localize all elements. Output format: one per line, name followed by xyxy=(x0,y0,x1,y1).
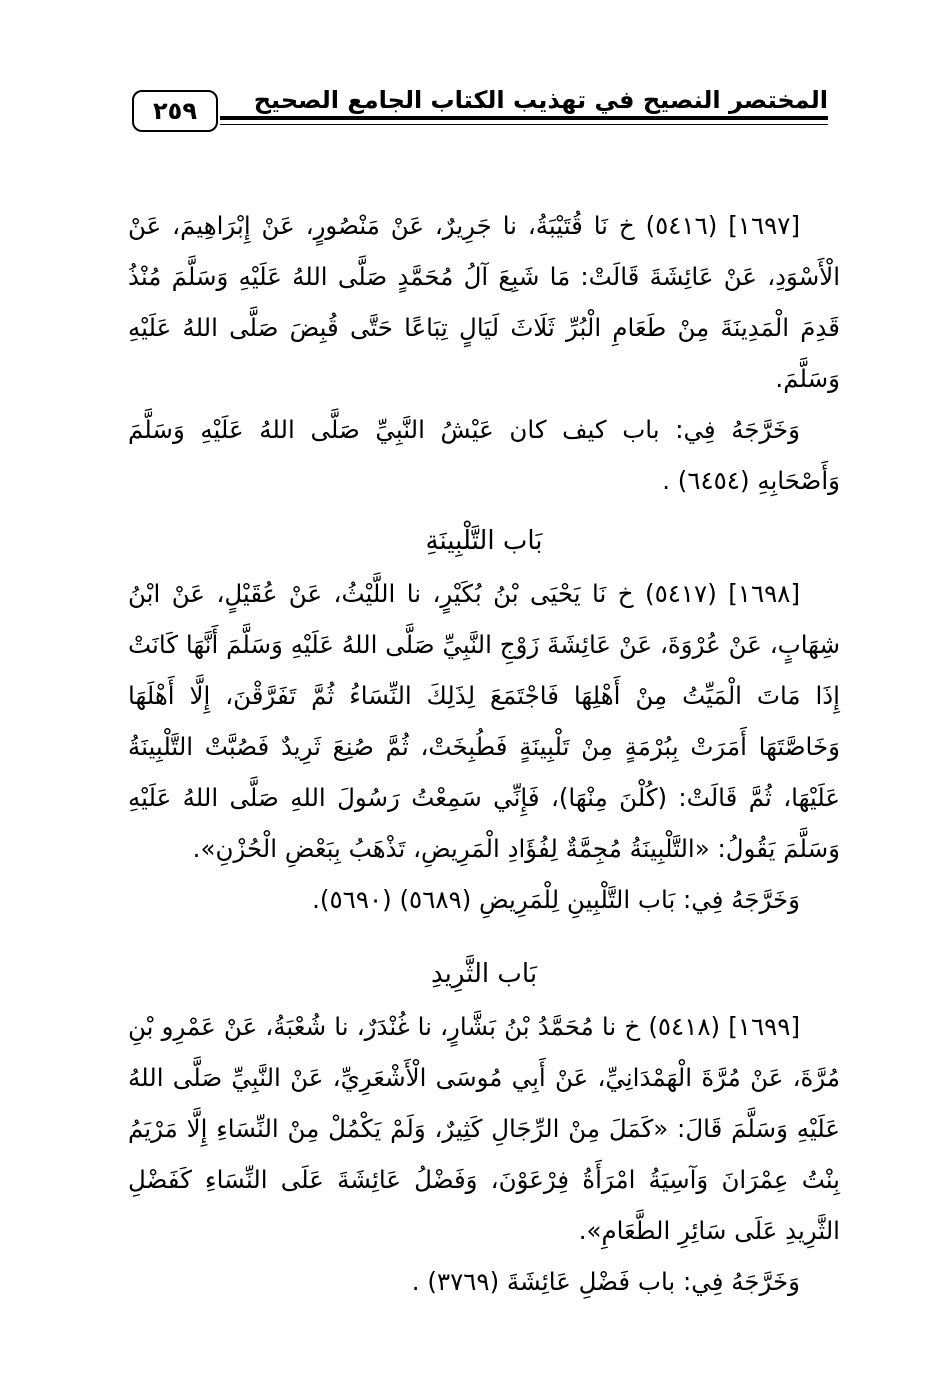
section-heading-talbina: بَاب التَّلْبِينَةِ xyxy=(425,526,543,556)
hadith-1698: [١٦٩٨] (٥٤١٧) خ نَا يَحْيَى بْنُ بُكَيْرٍ، نا اللَّيْثُ، عَنْ عُقَيْلٍ، عَنْ ابْنُ شِهَابٍ، عَنْ عُرْوَةَ، عَنْ عَائِشَةَ زَوْجِ النَّبِيِّ صَلَّى اللهُ عَلَيْهِ وَسَلَّمَ أَنَّهَا كَانَتْ إِذَا مَاتَ الْمَيِّتُ مِنْ أَهْلِهَا فَاجْتَمَعَ لِذَلِكَ النِّسَاءُ ثُمَّ تَفَرَّقْنَ، إِلَّا أَهْلَهَا وَخَاصَّتَهَا أَمَرَتْ بِبُرْمَةٍ مِنْ تَلْبِينَةٍ فَطُبِخَتْ، ثُمَّ صُنِعَ ثَرِيدٌ فَصُبَّتْ التَّلْبِينَةُ عَلَيْهَا، ثُمَّ قَالَتْ: (كُلْنَ مِنْهَا)، فَإِنِّي سَمِعْتُ رَسُولَ اللهِ صَلَّى اللهُ عَلَيْهِ وَسَلَّمَ يَقُولُ: «التَّلْبِينَةُ مُجِمَّةٌ لِفُؤَادِ الْمَرِيضِ، تَذْهَبُ بِبَعْضِ الْحُزْنِ». xyxy=(128,579,840,863)
hadith-1697-source: وَخَرَّجَهُ فِي: باب كيف كان عَيْشُ النَّبِيِّ صَلَّى اللهُ عَلَيْهِ وَسَلَّمَ وَأَصْحَابِهِ (٦٤٥٤) . xyxy=(128,415,840,495)
page-header xyxy=(128,80,828,150)
section-heading-tharid: بَاب الثَّرِيدِ xyxy=(430,959,538,989)
hadith-1699-source: وَخَرَّجَهُ فِي: باب فَضْلِ عَائِشَةَ (٣٧٦٩) . xyxy=(411,1267,800,1296)
page-body xyxy=(128,200,840,1307)
header-rule-thin xyxy=(220,124,828,125)
hadith-1698-source: وَخَرَّجَهُ فِي: بَاب التَّلْبِينِ لِلْمَرِيضِ (٥٦٨٩) (٥٦٩٠). xyxy=(312,885,800,914)
header-rule xyxy=(220,116,828,120)
book-title: المختصر النصيح في تهذيب الكتاب الجامع الصحيح xyxy=(253,86,828,114)
page-number: ٢٥٩ xyxy=(132,90,218,132)
hadith-1697: [١٦٩٧] (٥٤١٦) خ نَا قُتَيْبَةُ، نا جَرِيرٌ، عَنْ مَنْصُورٍ، عَنْ إِبْرَاهِيمَ، عَنْ الْأَسْوَدِ، عَنْ عَائِشَةَ قَالَتْ: مَا شَبِعَ آلُ مُحَمَّدٍ صَلَّى اللهُ عَلَيْهِ وَسَلَّمَ مُنْذُ قَدِمَ الْمَدِينَةَ مِنْ طَعَامِ الْبُرِّ ثَلَاثَ لَيَالٍ تِبَاعًا حَتَّى قُبِضَ صَلَّى اللهُ عَلَيْهِ وَسَلَّمَ. xyxy=(128,211,840,393)
hadith-1699: [١٦٩٩] (٥٤١٨) خ نا مُحَمَّدُ بْنُ بَشَّارٍ، نا غُنْدَرٌ، نا شُعْبَةُ، عَنْ عَمْرِو بْنِ مُرَّةَ، عَنْ مُرَّةَ الْهَمْدَانِيِّ، عَنْ أَبِي مُوسَى الْأَشْعَرِيِّ، عَنْ النَّبِيِّ صَلَّى اللهُ عَلَيْهِ وَسَلَّمَ قَالَ: «كَمَلَ مِنْ الرِّجَالِ كَثِيرٌ، وَلَمْ يَكْمُلْ مِنْ النِّسَاءِ إِلَّا مَرْيَمُ بِنْتُ عِمْرَانَ وَآسِيَةُ امْرَأَةُ فِرْعَوْنَ، وَفَضْلُ عَائِشَةَ عَلَى النِّسَاءِ كَفَضْلِ الثَّرِيدِ عَلَى سَائِرِ الطَّعَامِ». xyxy=(128,1012,840,1245)
